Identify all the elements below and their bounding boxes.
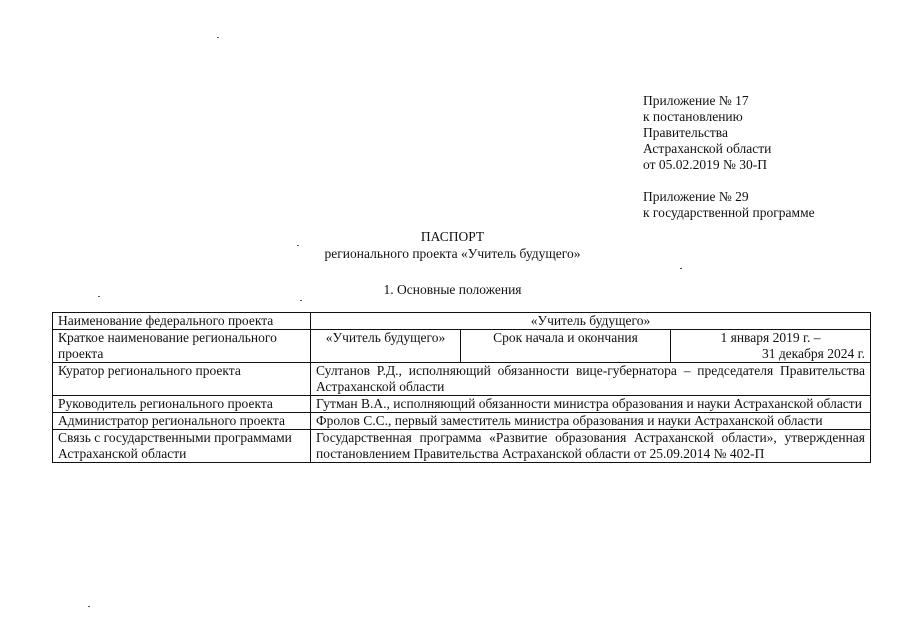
row-label: Краткое наименование регионального проекта — [53, 330, 311, 363]
table-row — [53, 330, 871, 363]
row-label: Связь с государственными программами Астраханской области — [53, 430, 311, 463]
appendix-line: Астраханской области — [643, 141, 772, 156]
table-row — [53, 430, 871, 463]
period-end: 31 декабря 2024 г. — [761, 346, 865, 361]
row-value: Фролов С.С., первый заместитель министра образования и науки Астраханской области — [311, 413, 871, 430]
document-subtitle: регионального проекта «Учитель будущего» — [324, 246, 581, 261]
scan-speck — [98, 296, 100, 297]
section-heading: 1. Основные положения — [383, 282, 522, 297]
scan-speck — [88, 606, 90, 607]
appendix-line: к государственной программе — [643, 205, 815, 220]
row-value: Государственная программа «Развитие образования Астраханской области», утвержденная постановлением Правительства Астраханской области от 25.09.2014 № 402-П — [311, 430, 871, 463]
table-row — [53, 363, 871, 396]
row-value: «Учитель будущего» — [311, 313, 871, 330]
appendix-block — [643, 93, 883, 221]
period-cell — [671, 330, 871, 363]
period-start: 1 января 2019 г. – — [720, 330, 821, 345]
row-label: Куратор регионального проекта — [53, 363, 311, 396]
row-label: Администратор регионального проекта — [53, 413, 311, 430]
document-title: ПАСПОРТ — [420, 229, 485, 244]
table-row — [53, 396, 871, 413]
appendix-line: Приложение № 17 — [643, 93, 749, 108]
appendix-line: Правительства — [643, 125, 728, 140]
period-label-cell: Срок начала и окончания — [461, 330, 671, 363]
scan-speck — [300, 300, 302, 301]
row-label: Наименование федерального проекта — [53, 313, 311, 330]
appendix-line: Приложение № 29 — [643, 189, 749, 204]
table-row — [53, 313, 871, 330]
passport-table — [52, 312, 871, 463]
appendix-line: от 05.02.2019 № 30-П — [643, 157, 767, 172]
short-name-cell: «Учитель будущего» — [311, 330, 461, 363]
scan-speck — [217, 37, 219, 38]
appendix-line: к постановлению — [643, 109, 743, 124]
row-value: Гутман В.А., исполняющий обязанности министра образования и науки Астраханской области — [311, 396, 871, 413]
row-value: Султанов Р.Д., исполняющий обязанности вице-губернатора – председателя Правительства Астраханской области — [311, 363, 871, 396]
table-row — [53, 413, 871, 430]
scan-speck — [680, 268, 682, 269]
row-label: Руководитель регионального проекта — [53, 396, 311, 413]
scan-speck — [297, 245, 299, 246]
